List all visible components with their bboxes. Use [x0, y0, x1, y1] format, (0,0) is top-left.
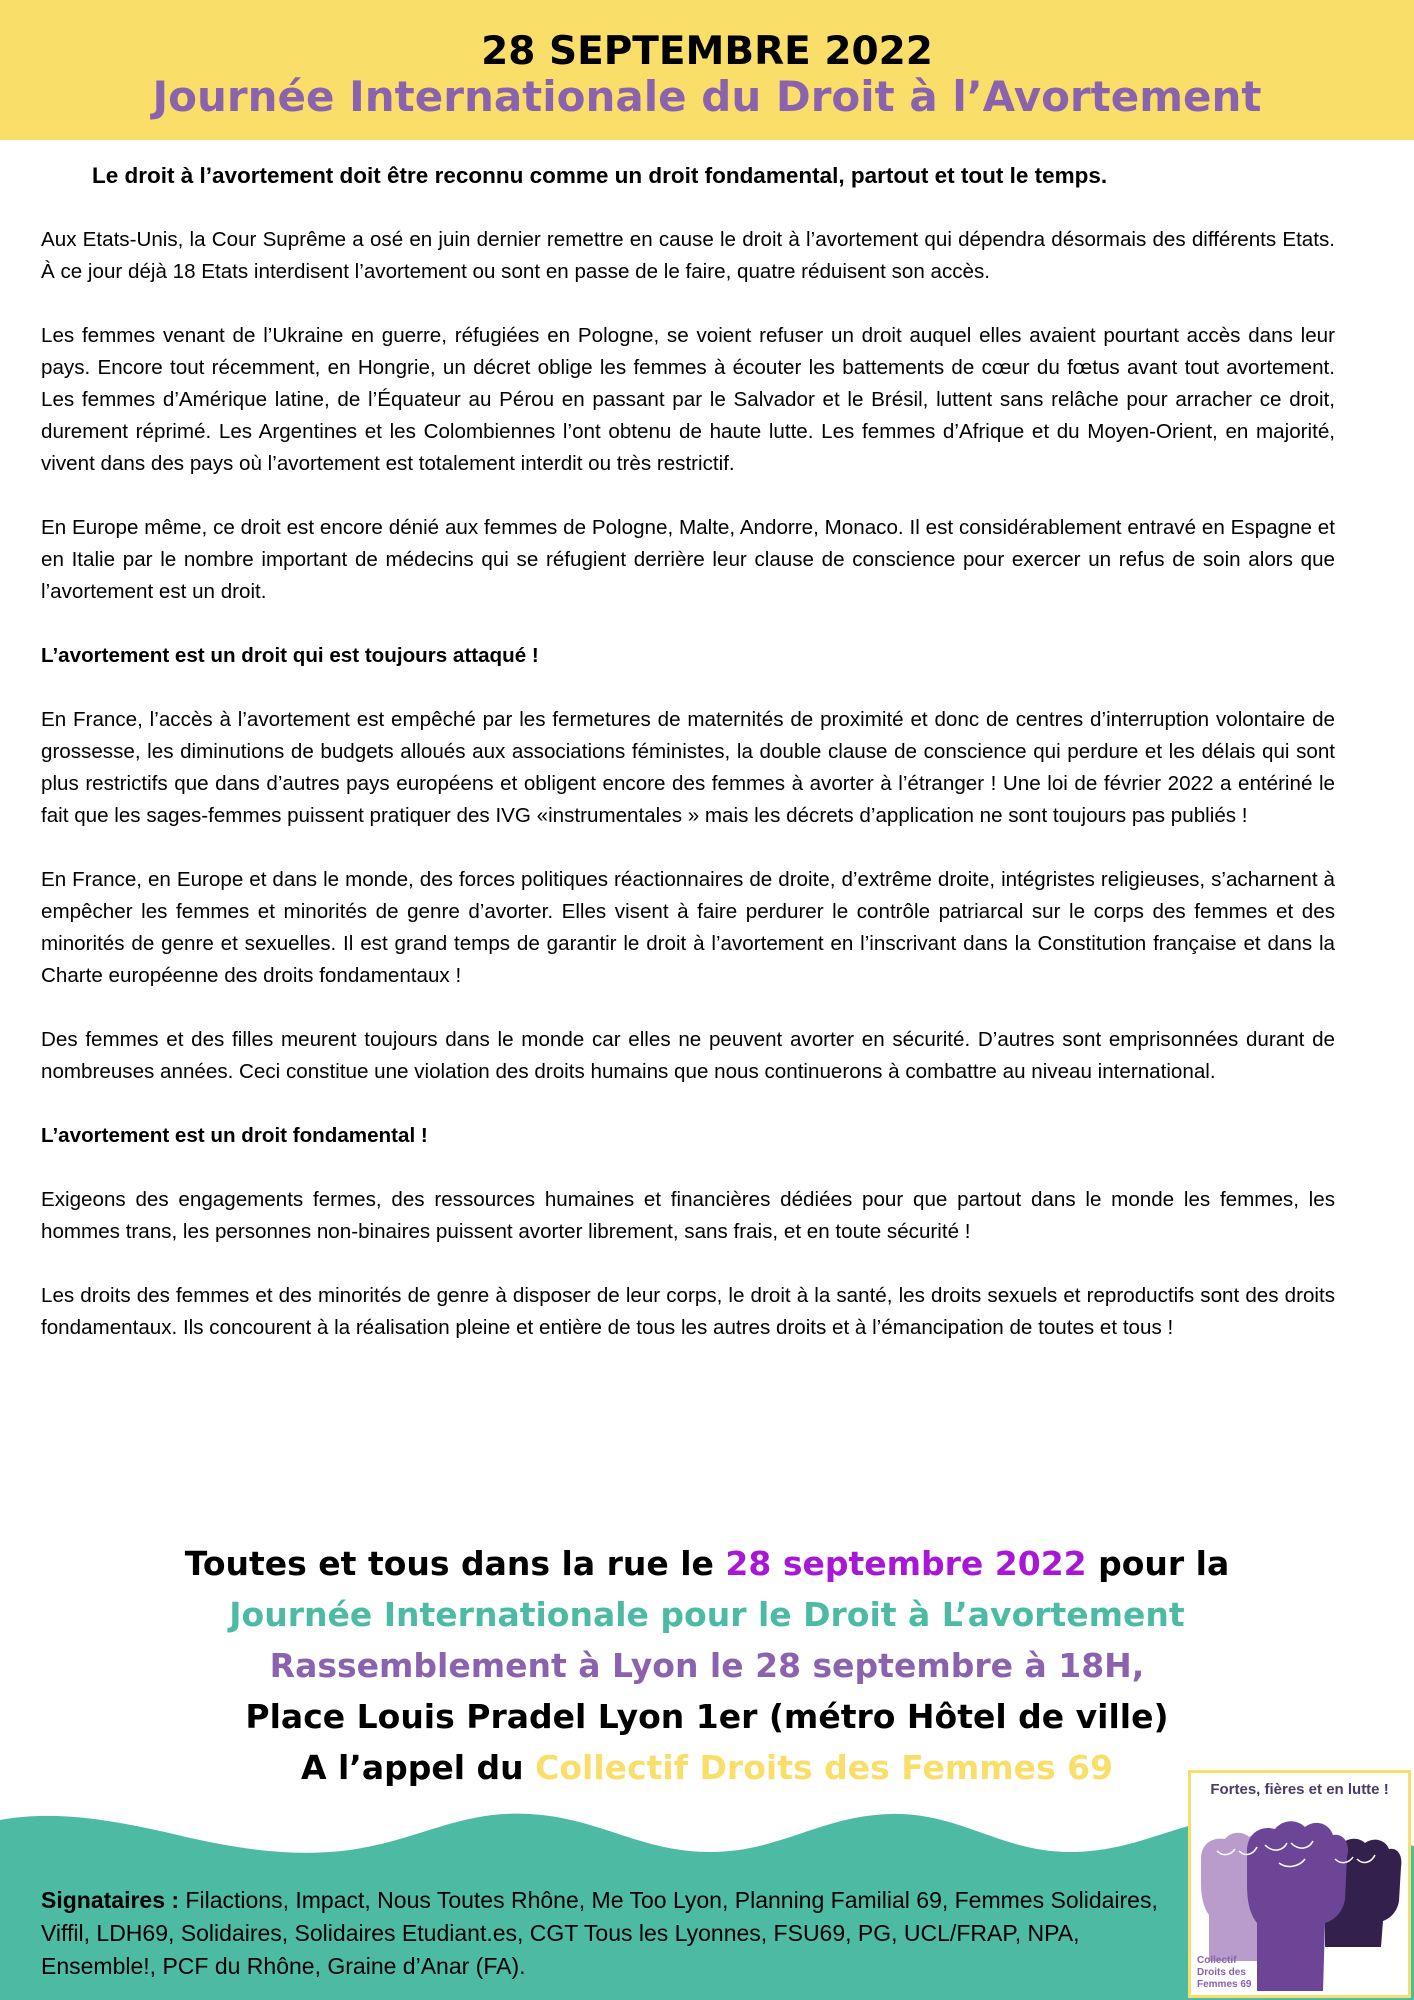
paragraph-forces: En France, en Europe et dans le monde, des forces politiques réactionnaires de droite, d’extrême droite, intégristes religieuses, s’acharnent à empêcher les femmes et minorités de genre d’avorter. Elles visent à faire perdurer le contrôle patriarcal sur le corps des femmes et des minorités de genre et sexuelles. Il est grand temps de garantir le droit à l’avortement en l’inscrivant dans la Constitution française et dans la Charte européenne des droits fondamentaux !	[41, 868, 1335, 987]
logo-tagline: Fortes, fières et en lutte !	[1210, 1781, 1389, 1798]
cta-line-2: Journée Internationale pour le Droit à L’avortement	[229, 1595, 1185, 1634]
subheading-fundamental: L’avortement est un droit fondamental !	[41, 1124, 428, 1147]
signatories-label: Signataires :	[41, 1887, 180, 1913]
cta-line-3: Rassemblement à Lyon le 28 septembre à 18H,	[269, 1646, 1145, 1685]
cta-organizer: Collectif Droits des Femmes 69	[535, 1748, 1114, 1787]
page-title: Journée Internationale du Droit à l’Avortement	[152, 72, 1262, 121]
paragraph-france: En France, l’accès à l’avortement est empêché par les fermetures de maternités de proximité et donc de centres d’interruption volontaire de grossesse, les diminutions de budgets alloués aux associations féministes, la double clause de conscience qui perdure et les délais qui sont plus restrictifs que dans d’autres pays européens et obligent encore des femmes à avorter à l’étranger ! Une loi de février 2022 a entériné le fait que les sages-femmes puissent pratiquer des IVG «instrumentales » mais les décrets d’application ne sont toujours pas publiés !	[41, 708, 1335, 827]
signatories-list: Filactions, Impact, Nous Toutes Rhône, Me Too Lyon, Planning Familial 69, Femmes Solidaires, Viffil, LDH69, Solidaires, Solidaires Etudiant.es, CGT Tous les Lyonnes, FSU69, PG, UCL/FRAP, NPA, Ensemble!, PCF du Rhône, Graine d’Anar (FA).	[41, 1887, 1158, 1979]
subheading-attacked: L’avortement est un droit qui est toujours attaqué !	[41, 644, 539, 667]
paragraph-world: Les femmes venant de l’Ukraine en guerre, réfugiées en Pologne, se voient refuser un droit auquel elles avaient pourtant accès dans leur pays. Encore tout récemment, en Hongrie, un décret oblige les femmes à écouter les battements de cœur du fœtus avant tout avortement. Les femmes d’Amérique latine, de l’Équateur au Pérou en passant par le Salvador et le Brésil, luttent sans relâche pour arracher ce droit, durement réprimé. Les Argentines et les Colombiennes l’ont obtenu de haute lutte. Les femmes d’Afrique et du Moyen-Orient, en majorité, vivent dans des pays où l’avortement est totalement interdit ou très restrictif.	[41, 324, 1335, 475]
paragraph-usa: Aux Etats-Unis, la Cour Suprême a osé en juin dernier remettre en cause le droit à l’avortement qui dépendra désormais des différents Etats. À ce jour déjà 18 Etats interdisent l’avortement ou sont en passe de le faire, quatre réduisent son accès.	[41, 228, 1335, 283]
paragraph-europe: En Europe même, ce droit est encore dénié aux femmes de Pologne, Malte, Andorre, Monaco. Il est considérablement entravé en Espagne et en Italie par le nombre important de médecins qui se réfugient derrière leur clause de conscience pour exercer un refus de soin alors que l’avortement est un droit.	[41, 516, 1335, 603]
paragraph-deaths: Des femmes et des filles meurent toujours dans le monde car elles ne peuvent avorter en sécurité. D’autres sont emprisonnées durant de nombreuses années. Ceci constitue une violation des droits humains que nous continuerons à combattre au niveau international.	[41, 1028, 1335, 1083]
cta-line-5: A l’appel du Collectif Droits des Femmes 69	[300, 1748, 1114, 1787]
paragraph-demands: Exigeons des engagements fermes, des ressources humaines et financières dédiées pour que partout dans le monde les femmes, les hommes trans, les personnes non-binaires puissent avorter librement, sans frais, et en toute sécurité !	[41, 1188, 1335, 1243]
lead-statement: Le droit à l’avortement doit être reconnu comme un droit fondamental, partout et tout le temps.	[92, 163, 1108, 188]
cta-date: 28 septembre 2022	[725, 1544, 1087, 1583]
call-to-action	[0, 1538, 1414, 1793]
paragraph-rights: Les droits des femmes et des minorités de genre à disposer de leur corps, le droit à la santé, les droits sexuels et reproductifs sont des droits fondamentaux. Ils concourent à la réalisation pleine et entière de tous les autres droits et à l’émancipation de toutes et tous !	[41, 1284, 1335, 1339]
header-banner	[0, 0, 1414, 140]
cta-line-4: Place Louis Pradel Lyon 1er (métro Hôtel de ville)	[245, 1697, 1169, 1736]
logo-org-name: Collectif Droits des Femmes 69	[1197, 1955, 1252, 1990]
event-date: 28 SEPTEMBRE 2022	[481, 29, 933, 74]
article-body	[41, 224, 1335, 1376]
signatories	[41, 1884, 1191, 1983]
collectif-logo	[1188, 1770, 1411, 1998]
cta-line-1: Toutes et tous dans la rue le 28 septembre 2022 pour la	[184, 1544, 1230, 1583]
